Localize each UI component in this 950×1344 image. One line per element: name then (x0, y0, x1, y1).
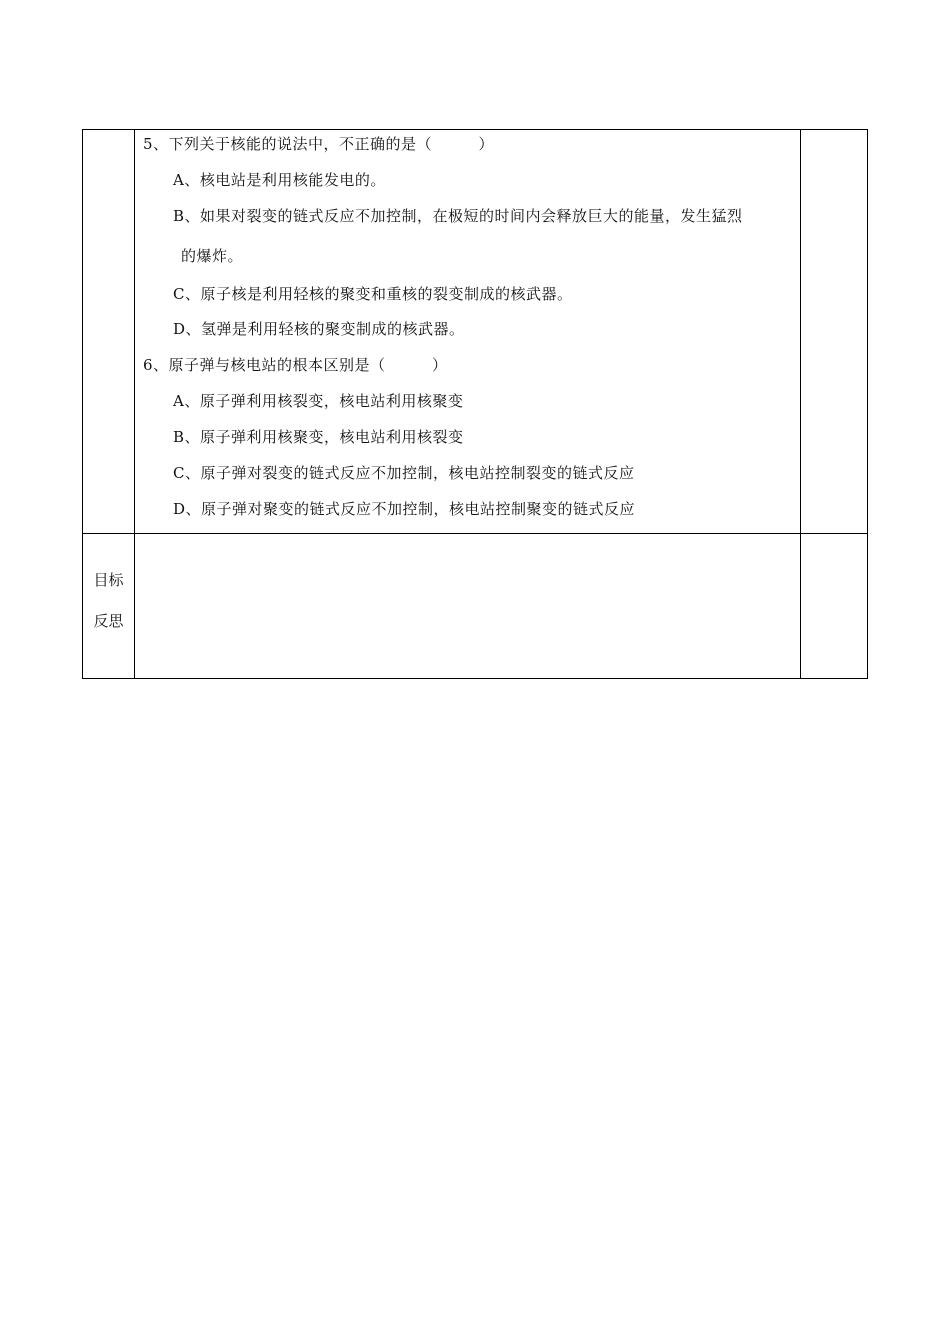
worksheet-table (82, 129, 868, 679)
question-5-option-c: C、原子核是利用轻核的聚变和重核的裂变制成的核武器。 (173, 285, 573, 303)
question-6-stem: 6、原子弹与核电站的根本区别是（ ） (143, 356, 448, 374)
column-divider-right (800, 130, 801, 678)
question-6-option-c: C、原子弹对裂变的链式反应不加控制，核电站控制裂变的链式反应 (173, 464, 635, 482)
question-5-option-d: D、氢弹是利用轻核的聚变制成的核武器。 (173, 320, 465, 338)
question-6-option-b: B、原子弹利用核聚变，核电站利用核裂变 (173, 428, 464, 446)
question-5-stem: 5、下列关于核能的说法中，不正确的是（ ） (143, 135, 495, 153)
question-5-option-a: A、核电站是利用核能发电的。 (173, 171, 386, 189)
question-5-option-b-continued: 的爆炸。 (181, 247, 244, 265)
row-divider (83, 533, 867, 534)
question-6-option-d: D、原子弹对聚变的链式反应不加控制，核电站控制聚变的链式反应 (173, 500, 636, 518)
reflection-label-line1: 目标 (93, 571, 124, 589)
question-5-option-b: B、如果对裂变的链式反应不加控制，在极短的时间内会释放巨大的能量，发生猛烈 (173, 207, 743, 225)
question-6-option-a: A、原子弹利用核裂变，核电站利用核聚变 (173, 392, 464, 410)
column-divider-left (134, 130, 135, 678)
reflection-label-line2: 反思 (93, 612, 124, 630)
